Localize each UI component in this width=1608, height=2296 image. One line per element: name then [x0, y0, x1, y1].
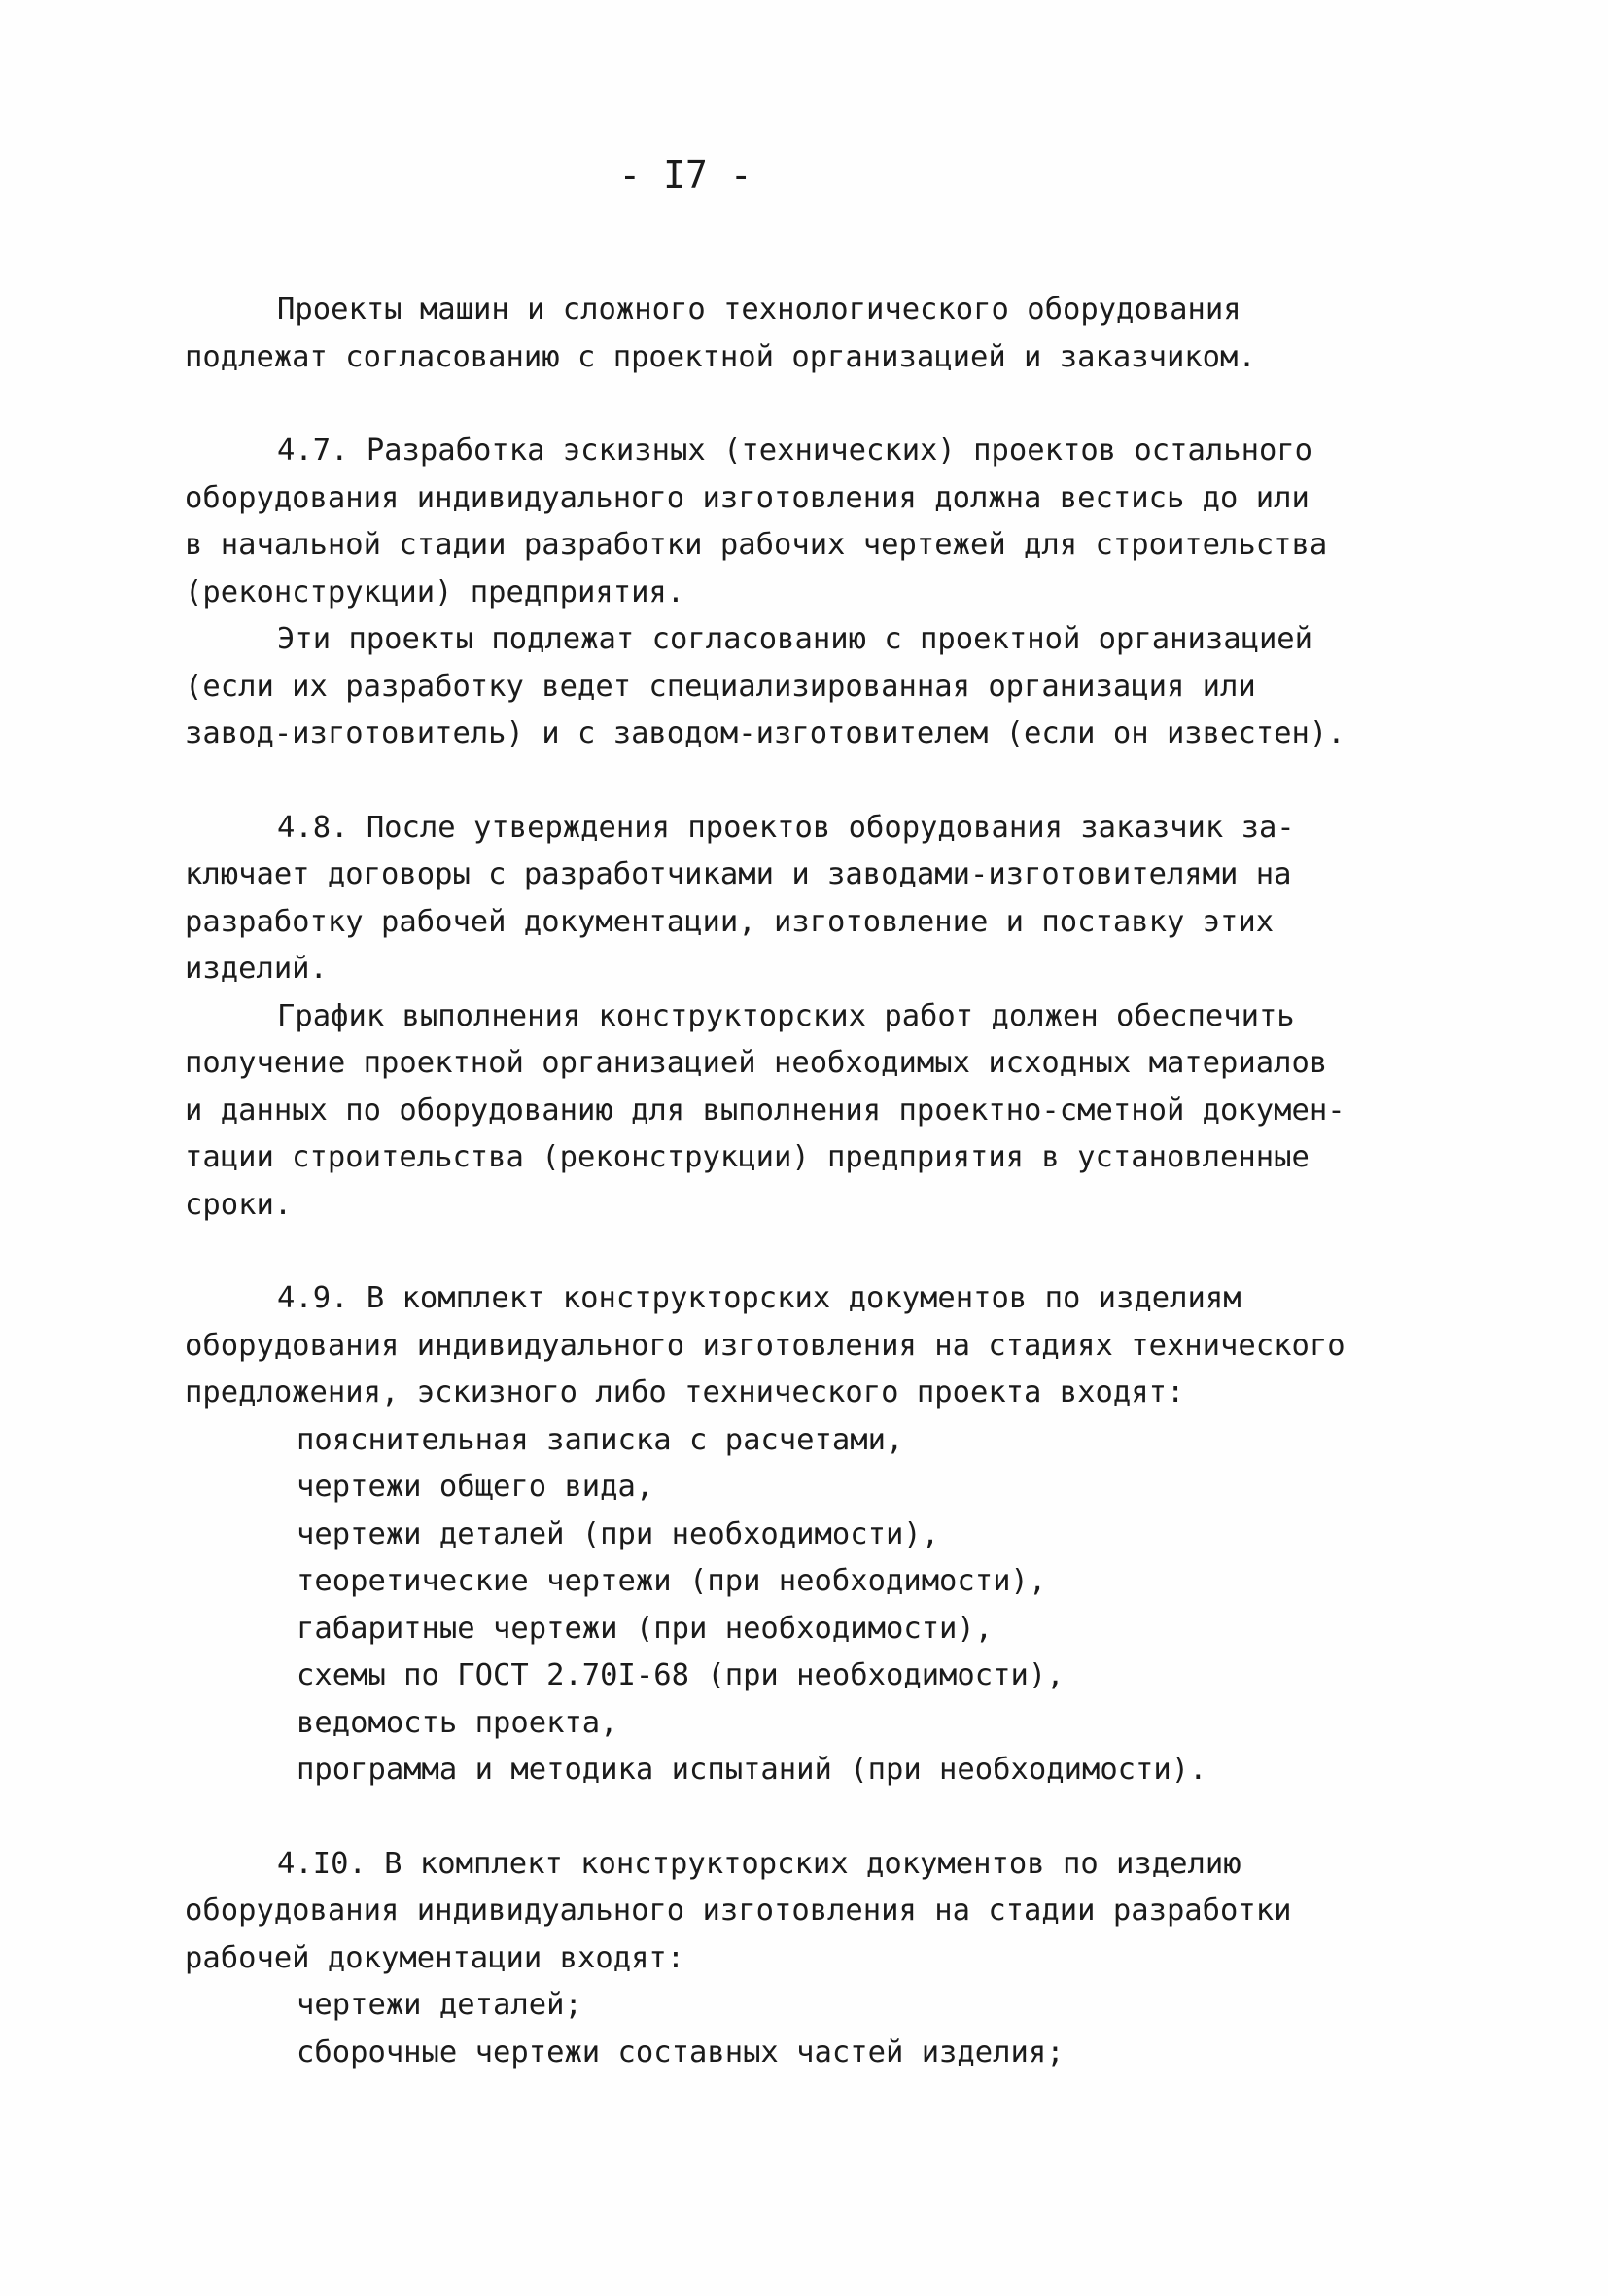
- list-item: чертежи деталей;: [297, 1988, 582, 2022]
- text-line: 4.7. Разработка эскизных (технических) проектов остального: [277, 434, 1313, 468]
- list-item: сборочные чертежи составных частей изделия;: [297, 2035, 1065, 2070]
- text-line: предложения, эскизного либо технического проекта входят:: [185, 1375, 1185, 1409]
- text-line: График выполнения конструкторских работ должен обеспечить: [277, 998, 1295, 1033]
- list-item: чертежи общего вида,: [297, 1470, 654, 1504]
- text-line: 4.8. После утверждения проектов оборудования заказчик за-: [277, 810, 1295, 845]
- text-line: разработку рабочей документации, изготовление и поставку этих: [185, 904, 1275, 939]
- text-line: и данных по оборудованию для выполнения проектно-сметной докумен-: [185, 1093, 1346, 1128]
- text-line: изделий.: [185, 952, 328, 986]
- document-body: [185, 287, 1449, 2076]
- text-line: в начальной стадии разработки рабочих чертежей для строительства: [185, 528, 1328, 562]
- text-line: 4.9. В комплект конструкторских документов по изделиям: [277, 1281, 1241, 1315]
- text-line: оборудования индивидуального изготовления на стадии разработки: [185, 1894, 1292, 1928]
- text-line: Эти проекты подлежат согласованию с проектной организацией: [277, 622, 1313, 656]
- text-line: ключает договоры с разработчиками и заводами-изготовителями на: [185, 857, 1292, 891]
- text-line: завод-изготовитель) и с заводом-изготовителем (если он известен).: [185, 716, 1346, 750]
- text-line: (если их разработку ведет специализированная организация или: [185, 669, 1256, 704]
- list-item: пояснительная записка с расчетами,: [297, 1422, 904, 1457]
- text-line: подлежат согласованию с проектной организацией и заказчиком.: [185, 339, 1256, 374]
- page-number: - I7 -: [618, 154, 752, 196]
- text-line: сроки.: [185, 1187, 293, 1222]
- text-line: оборудования индивидуального изготовления на стадиях технического: [185, 1328, 1346, 1363]
- list-item: программа и методика испытаний (при необходимости).: [297, 1753, 1207, 1787]
- text-line: тации строительства (реконструкции) предприятия в установленные: [185, 1140, 1310, 1174]
- list-item: чертежи деталей (при необходимости),: [297, 1516, 940, 1551]
- text-line: (реконструкции) предприятия.: [185, 574, 685, 609]
- text-line: получение проектной организацией необходимых исходных материалов: [185, 1046, 1328, 1080]
- paragraph-gap: [185, 1229, 1449, 1275]
- text-line: оборудования индивидуального изготовления должна вестись до или: [185, 480, 1310, 515]
- list-item: теоретические чертежи (при необходимости),: [297, 1564, 1047, 1598]
- list-item: схемы по ГОСТ 2.70I-68 (при необходимости),: [297, 1658, 1065, 1692]
- text-line: Проекты машин и сложного технологического оборудования: [277, 293, 1241, 327]
- text-line: рабочей документации входят:: [185, 1940, 685, 1975]
- text-line: 4.I0. В комплект конструкторских документов по изделию: [277, 1846, 1241, 1881]
- list-item: ведомость проекта,: [297, 1705, 618, 1740]
- paragraph-gap: [185, 758, 1449, 805]
- paragraph-gap: [185, 1794, 1449, 1841]
- paragraph-gap: [185, 381, 1449, 428]
- list-item: габаритные чертежи (при необходимости),: [297, 1611, 994, 1646]
